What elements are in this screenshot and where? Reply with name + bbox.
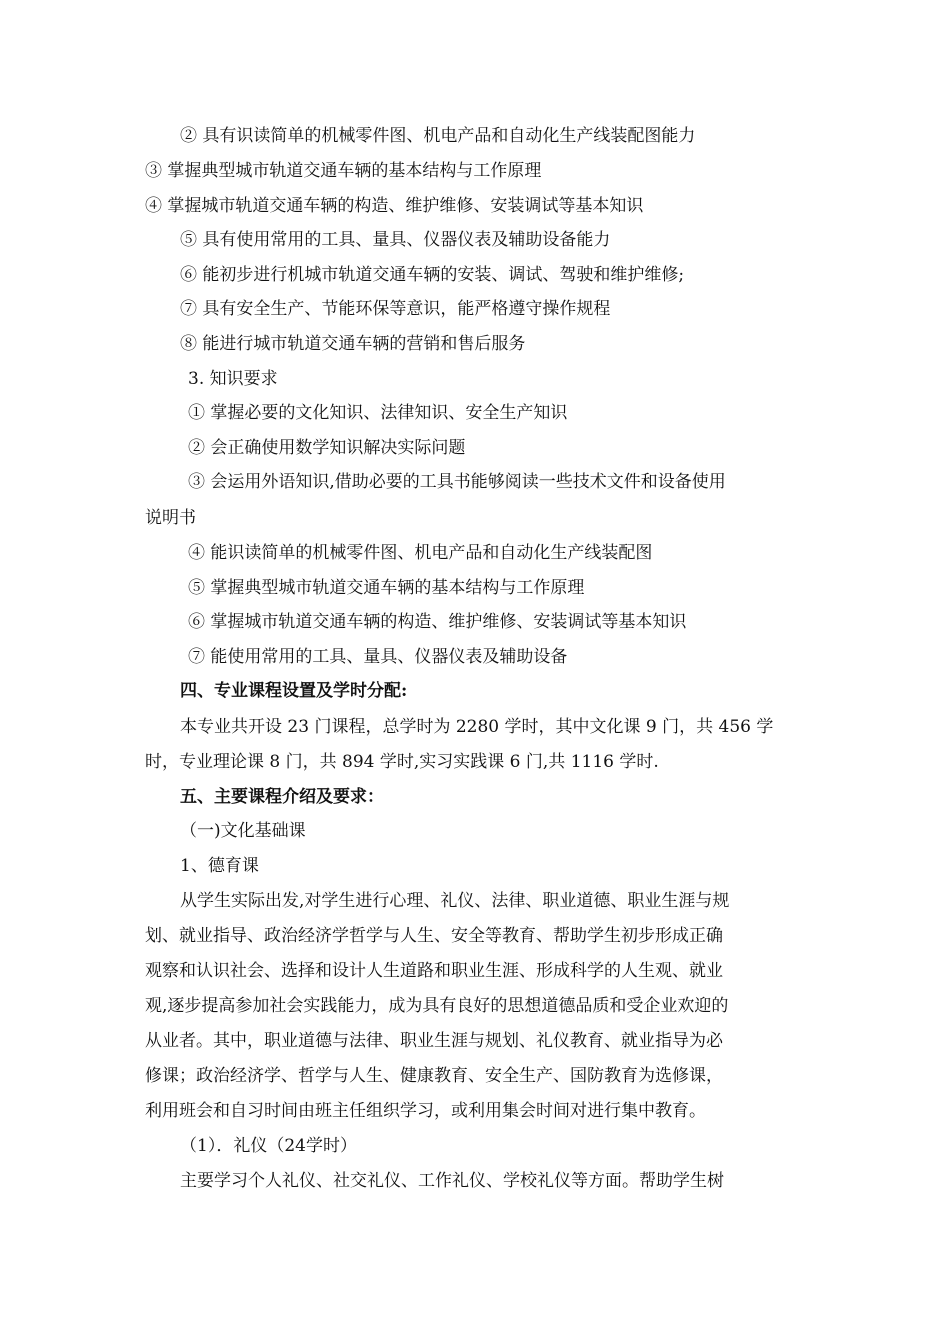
knowledge-item-3-continued: 说明书	[145, 508, 196, 528]
subsection-heading-culture: （一)文化基础课	[180, 821, 306, 841]
paragraph-moral-line3: 观察和认识社会、选择和设计人生道路和职业生涯、形成科学的人生观、就业	[145, 961, 723, 981]
paragraph-moral-line6: 修课；政治经济学、哲学与人生、健康教育、安全生产、国防教育为选修课，	[145, 1066, 723, 1086]
paragraph-moral-line5: 从业者。其中，职业道德与法律、职业生涯与规划、礼仪教育、就业指导为必	[145, 1031, 723, 1051]
skill-item-4: ④ 掌握城市轨道交通车辆的构造、维护维修、安装调试等基本知识	[145, 196, 644, 216]
skill-item-8: ⑧ 能进行城市轨道交通车辆的营销和售后服务	[180, 334, 526, 354]
section-heading-4: 四、专业课程设置及学时分配:	[180, 681, 408, 701]
knowledge-item-5: ⑤ 掌握典型城市轨道交通车辆的基本结构与工作原理	[188, 578, 585, 598]
knowledge-item-6: ⑥ 掌握城市轨道交通车辆的构造、维护维修、安装调试等基本知识	[188, 612, 687, 632]
knowledge-item-1: ① 掌握必要的文化知识、法律知识、安全生产知识	[188, 403, 568, 423]
knowledge-item-7: ⑦ 能使用常用的工具、量具、仪器仪表及辅助设备	[188, 647, 568, 667]
knowledge-item-4: ④ 能识读简单的机械零件图、机电产品和自动化生产线装配图	[188, 543, 653, 563]
section-heading-5: 五、主要课程介绍及要求：	[180, 787, 384, 807]
skill-item-2: ② 具有识读简单的机械零件图、机电产品和自动化生产线装配图能力	[180, 126, 696, 146]
paragraph-moral-line4: 观,逐步提高参加社会实践能力，成为具有良好的思想道德品质和受企业欢迎的	[145, 996, 729, 1016]
paragraph-moral-line2: 划、就业指导、政治经济学哲学与人生、安全等教育、帮助学生初步形成正确	[145, 926, 723, 946]
paragraph-moral-line1: 从学生实际出发,对学生进行心理、礼仪、法律、职业道德、职业生涯与规	[180, 891, 730, 911]
skill-item-7: ⑦ 具有安全生产、节能环保等意识，能严格遵守操作规程	[180, 299, 611, 319]
subsection-heading-etiquette: （1）．礼仪（24学时）	[180, 1136, 357, 1156]
paragraph-curriculum-line2: 时，专业理论课 8 门，共 894 学时,实习实践课 6 门,共 1116 学时.	[145, 752, 659, 772]
section-heading-knowledge: 3. 知识要求	[188, 369, 278, 389]
subsection-heading-moral: 1、德育课	[180, 856, 259, 876]
knowledge-item-3: ③ 会运用外语知识,借助必要的工具书能够阅读一些技术文件和设备使用	[188, 472, 726, 492]
skill-item-6: ⑥ 能初步进行机城市轨道交通车辆的安装、调试、驾驶和维护维修;	[180, 265, 685, 285]
skill-item-3: ③ 掌握典型城市轨道交通车辆的基本结构与工作原理	[145, 161, 542, 181]
paragraph-etiquette-line1: 主要学习个人礼仪、社交礼仪、工作礼仪、学校礼仪等方面。帮助学生树	[180, 1171, 724, 1191]
skill-item-5: ⑤ 具有使用常用的工具、量具、仪器仪表及辅助设备能力	[180, 230, 611, 250]
paragraph-curriculum-line1: 本专业共开设 23 门课程，总学时为 2280 学时，其中文化课 9 门，共 456 学	[180, 717, 774, 737]
knowledge-item-2: ② 会正确使用数学知识解决实际问题	[188, 438, 466, 458]
paragraph-moral-line7: 利用班会和自习时间由班主任组织学习，或利用集会时间对进行集中教育。	[145, 1101, 706, 1121]
